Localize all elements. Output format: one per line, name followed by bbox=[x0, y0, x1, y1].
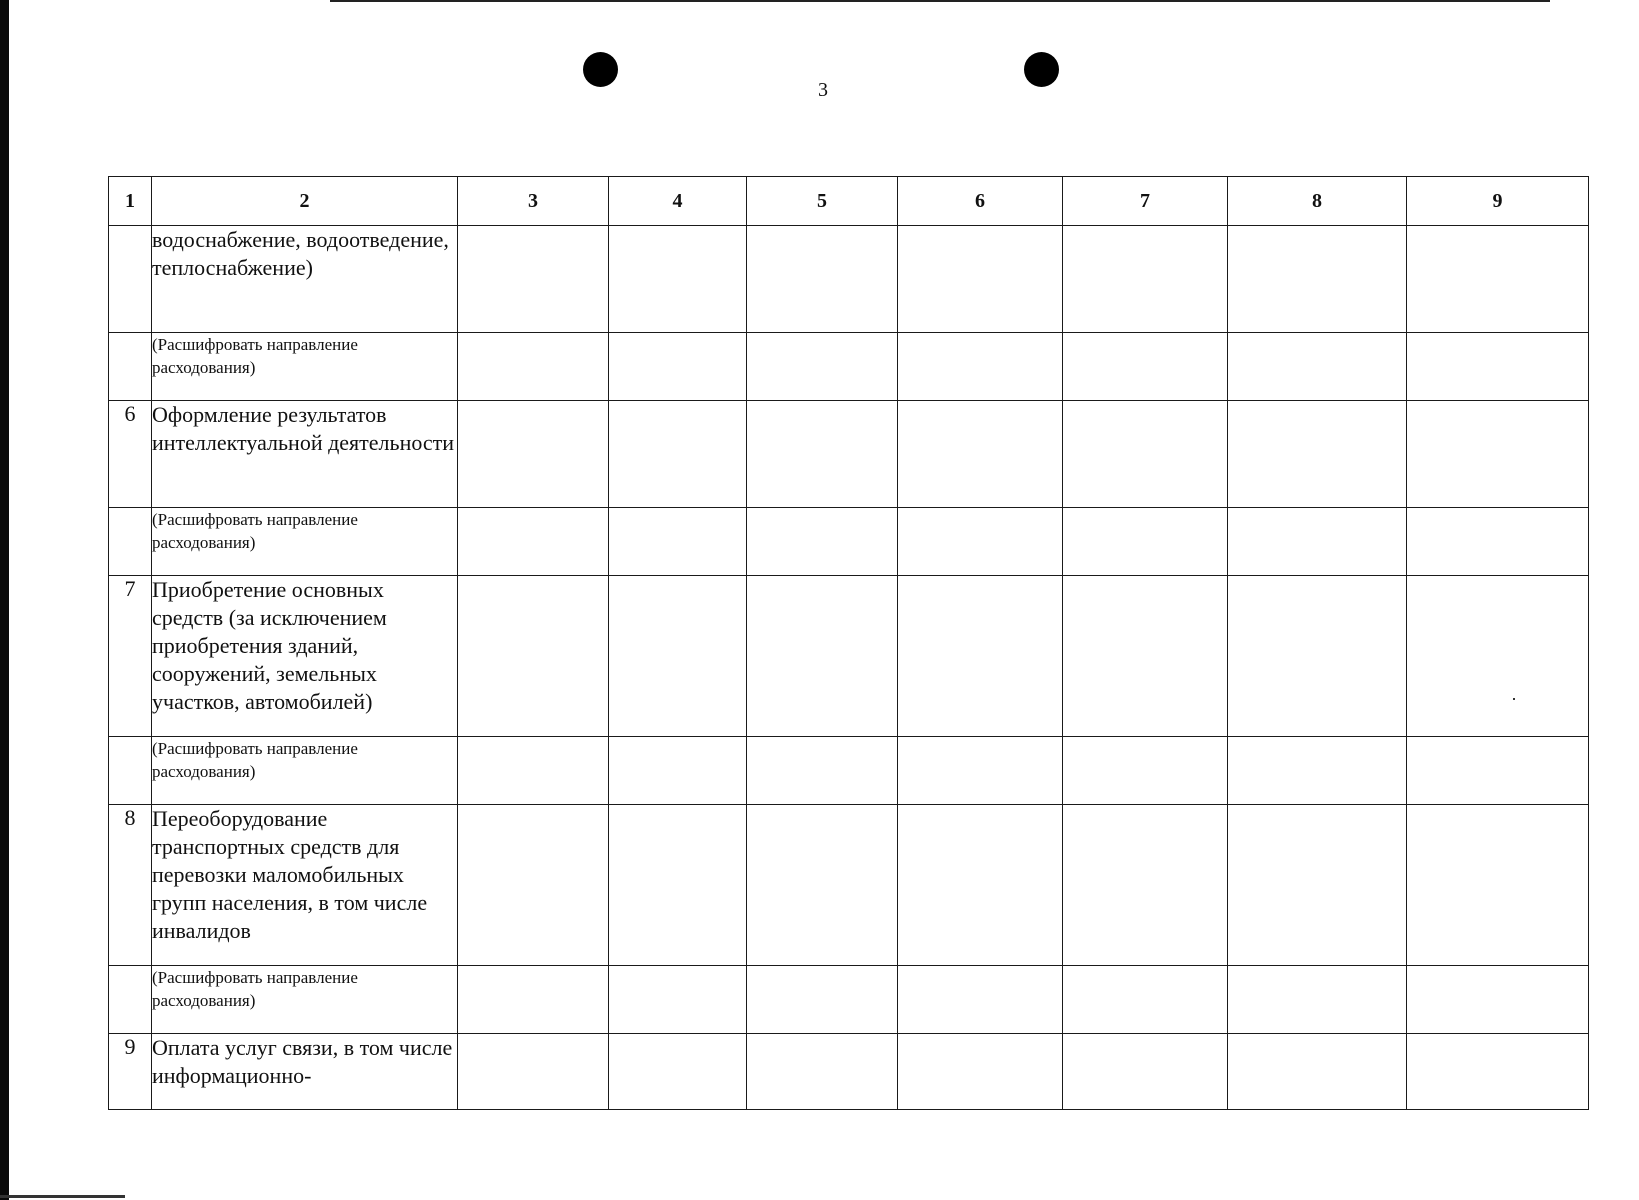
table-cell bbox=[898, 508, 1063, 576]
table-row bbox=[109, 1034, 1589, 1110]
table-cell bbox=[898, 401, 1063, 508]
row-description: водоснабжение, водоотведение, теплоснабжение) bbox=[152, 226, 458, 333]
table-cell bbox=[1228, 226, 1407, 333]
table-cell bbox=[898, 966, 1063, 1034]
table-cell bbox=[458, 508, 609, 576]
row-number bbox=[109, 966, 152, 1034]
table-cell bbox=[458, 226, 609, 333]
table-cell bbox=[747, 966, 898, 1034]
table-cell bbox=[898, 333, 1063, 401]
table-row bbox=[109, 576, 1589, 737]
row-note: (Расшифровать направление расходования) bbox=[152, 508, 458, 576]
column-header-2: 2 bbox=[152, 177, 458, 226]
header-row bbox=[109, 177, 1589, 226]
row-description: Переоборудование транспортных средств для перевозки маломобильных групп населения, в том числе инвалидов bbox=[152, 805, 458, 966]
table-cell bbox=[898, 226, 1063, 333]
table-cell bbox=[1407, 805, 1589, 966]
table-cell bbox=[747, 401, 898, 508]
table-cell bbox=[458, 805, 609, 966]
page-number: 3 bbox=[818, 79, 828, 101]
column-header-6: 6 bbox=[898, 177, 1063, 226]
scan-bottom-mark bbox=[0, 1195, 125, 1198]
table-cell bbox=[747, 333, 898, 401]
table-cell bbox=[1063, 737, 1228, 805]
column-header-1: 1 bbox=[109, 177, 152, 226]
row-note: (Расшифровать направление расходования) bbox=[152, 966, 458, 1034]
table-cell bbox=[458, 737, 609, 805]
row-note: (Расшифровать направление расходования) bbox=[152, 333, 458, 401]
table-cell bbox=[1063, 508, 1228, 576]
table-cell bbox=[609, 401, 747, 508]
row-number: 9 bbox=[109, 1034, 152, 1110]
table-cell bbox=[458, 576, 609, 737]
table-cell bbox=[609, 737, 747, 805]
table-cell bbox=[1228, 737, 1407, 805]
table-row bbox=[109, 508, 1589, 576]
scan-top-line bbox=[330, 0, 1550, 2]
row-number: 8 bbox=[109, 805, 152, 966]
table-cell bbox=[1063, 226, 1228, 333]
table-cell bbox=[1063, 401, 1228, 508]
table-cell bbox=[1407, 508, 1589, 576]
row-number bbox=[109, 226, 152, 333]
table-cell bbox=[1063, 333, 1228, 401]
table-cell bbox=[609, 226, 747, 333]
table-cell bbox=[1407, 737, 1589, 805]
table-cell bbox=[1228, 805, 1407, 966]
table-row bbox=[109, 805, 1589, 966]
table-row bbox=[109, 333, 1589, 401]
table-cell bbox=[1407, 401, 1589, 508]
table-cell bbox=[609, 805, 747, 966]
table-cell bbox=[1407, 1034, 1589, 1110]
table-cell bbox=[898, 576, 1063, 737]
column-header-9: 9 bbox=[1407, 177, 1589, 226]
table-cell bbox=[1407, 333, 1589, 401]
table-row bbox=[109, 966, 1589, 1034]
row-number bbox=[109, 508, 152, 576]
table-cell bbox=[898, 805, 1063, 966]
table-cell bbox=[1063, 966, 1228, 1034]
table-cell bbox=[458, 1034, 609, 1110]
column-header-4: 4 bbox=[609, 177, 747, 226]
table-cell bbox=[458, 333, 609, 401]
table-row bbox=[109, 226, 1589, 333]
column-header-3: 3 bbox=[458, 177, 609, 226]
row-description: Оплата услуг связи, в том числе информационно- bbox=[152, 1034, 458, 1110]
table-cell bbox=[1063, 576, 1228, 737]
punch-hole-left bbox=[583, 52, 618, 87]
table-cell bbox=[1063, 1034, 1228, 1110]
table-cell bbox=[747, 1034, 898, 1110]
row-number bbox=[109, 333, 152, 401]
table-cell bbox=[898, 1034, 1063, 1110]
table-cell bbox=[609, 1034, 747, 1110]
table-cell bbox=[1228, 508, 1407, 576]
row-number bbox=[109, 737, 152, 805]
row-number: 6 bbox=[109, 401, 152, 508]
column-header-5: 5 bbox=[747, 177, 898, 226]
table-cell bbox=[747, 576, 898, 737]
table-cell bbox=[1407, 576, 1589, 737]
table-cell bbox=[1063, 805, 1228, 966]
expense-table bbox=[108, 176, 1589, 1110]
table-cell bbox=[1228, 401, 1407, 508]
row-description: Приобретение основных средств (за исключением приобретения зданий, сооружений, земельных участков, автомобилей) bbox=[152, 576, 458, 737]
table-cell bbox=[609, 576, 747, 737]
table-cell bbox=[747, 226, 898, 333]
table-row bbox=[109, 401, 1589, 508]
table-cell bbox=[1228, 1034, 1407, 1110]
table-row bbox=[109, 737, 1589, 805]
table-cell bbox=[458, 401, 609, 508]
table-cell bbox=[458, 966, 609, 1034]
row-description: Оформление результатов интеллектуальной деятельности bbox=[152, 401, 458, 508]
row-note: (Расшифровать направление расходования) bbox=[152, 737, 458, 805]
table-cell bbox=[747, 737, 898, 805]
table-cell bbox=[1228, 576, 1407, 737]
table-cell bbox=[747, 805, 898, 966]
table-cell bbox=[1407, 966, 1589, 1034]
scan-edge-left bbox=[0, 0, 9, 1200]
table-cell bbox=[1228, 333, 1407, 401]
table-cell bbox=[609, 508, 747, 576]
row-number: 7 bbox=[109, 576, 152, 737]
table-cell bbox=[609, 966, 747, 1034]
table-cell bbox=[609, 333, 747, 401]
column-header-7: 7 bbox=[1063, 177, 1228, 226]
table-cell bbox=[1228, 966, 1407, 1034]
punch-hole-right bbox=[1024, 52, 1059, 87]
column-header-8: 8 bbox=[1228, 177, 1407, 226]
table-cell bbox=[898, 737, 1063, 805]
table-cell bbox=[1407, 226, 1589, 333]
table-cell bbox=[747, 508, 898, 576]
